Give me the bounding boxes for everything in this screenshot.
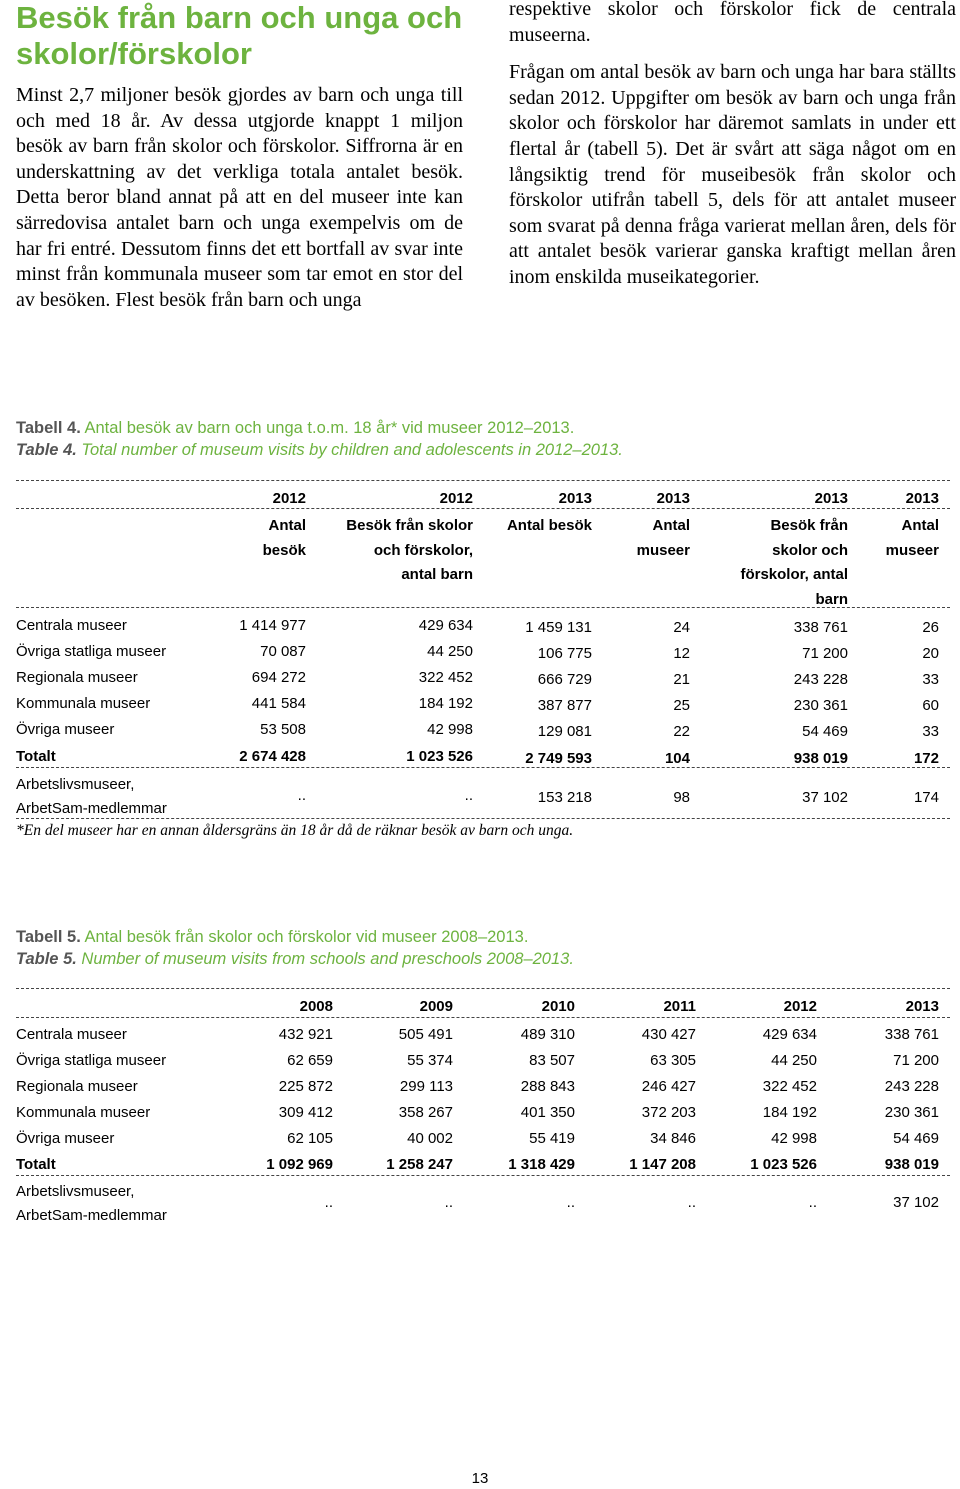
table4-cell: 26 xyxy=(922,619,939,636)
table5-row-label: Kommunala museer xyxy=(16,1104,151,1121)
table4-year-rule xyxy=(16,508,950,509)
page-number: 13 xyxy=(471,1470,489,1487)
table4-bottom-rule xyxy=(16,818,950,819)
table4-header-rule xyxy=(16,607,950,608)
table5-cell: 184 192 xyxy=(762,1104,817,1121)
table4-cell: 44 250 xyxy=(427,643,473,660)
table4-cell: 54 469 xyxy=(802,723,848,740)
table5-cell: 243 228 xyxy=(884,1078,939,1095)
table5-row-label: Regionala museer xyxy=(16,1078,138,1095)
table4-header-year: 2012 xyxy=(439,490,473,507)
table5-cell: 401 350 xyxy=(520,1104,575,1121)
table5-cell: 288 843 xyxy=(520,1078,575,1095)
table5-cell: 62 659 xyxy=(287,1052,333,1069)
table4-row-label: Regionala museer xyxy=(16,669,138,686)
table5-cell: 40 002 xyxy=(407,1130,453,1147)
table5-cell: 938 019 xyxy=(884,1156,939,1173)
table5-cell: 489 310 xyxy=(520,1026,575,1043)
table4-cell: 2 749 593 xyxy=(525,750,592,767)
table5-row-label: Centrala museer xyxy=(16,1026,127,1043)
table4-cell: 71 200 xyxy=(802,645,848,662)
table4-cell: 106 775 xyxy=(537,645,592,662)
table4-row-label: Arbetslivsmuseer, xyxy=(16,776,135,793)
table4-cell: 230 361 xyxy=(793,697,848,714)
table4-cell: 53 508 xyxy=(260,721,306,738)
table5-title-en: Number of museum visits from schools and preschools 2008–2013. xyxy=(81,950,574,968)
table4-cell: 12 xyxy=(673,645,690,662)
table4-cell: 104 xyxy=(664,750,690,767)
table4-cell: 21 xyxy=(673,671,690,688)
right-paragraph-1: respektive skolor och förskolor fick de centrala museerna. xyxy=(509,0,956,46)
table4-cell: 938 019 xyxy=(793,750,848,767)
table5-label-sv: Tabell 5. xyxy=(16,928,81,946)
table4-header-label: besök xyxy=(262,541,306,559)
table5-cell: 54 469 xyxy=(893,1130,939,1147)
table4-cell: 441 584 xyxy=(251,695,306,712)
table5-header-year: 2010 xyxy=(541,998,575,1015)
table5-cell: 83 507 xyxy=(529,1052,575,1069)
table5-total-rule xyxy=(16,1175,950,1176)
table5-cell: 55 419 xyxy=(529,1130,575,1147)
table4-cell: 24 xyxy=(673,619,690,636)
table4-label-en: Table 4. xyxy=(16,441,77,459)
table4-cell: 1 023 526 xyxy=(406,748,473,765)
table4-header-label: Besök från skolor xyxy=(346,517,473,534)
table5-header-year: 2011 xyxy=(663,998,696,1015)
table5-title-sv: Antal besök från skolor och förskolor vid museer 2008–2013. xyxy=(84,928,529,946)
table5-cell: .. xyxy=(566,1194,575,1211)
table4-cell: 387 877 xyxy=(537,697,592,714)
table4-footnote: *En del museer har en annan åldersgräns än 18 år då de räknar besök av barn och unga. xyxy=(16,822,574,839)
table4-header-label: skolor och xyxy=(772,541,848,559)
table4-header-label: antal barn xyxy=(401,566,473,583)
table4-total-rule xyxy=(16,767,950,768)
table5-cell: 430 427 xyxy=(641,1026,696,1043)
table4-label-sv: Tabell 4. xyxy=(16,419,81,437)
table4-row-label: Kommunala museer xyxy=(16,695,151,712)
table5-cell: 432 921 xyxy=(278,1026,333,1043)
table5-cell: 309 412 xyxy=(278,1104,333,1121)
table5-cell: 55 374 xyxy=(407,1052,453,1069)
table4-header-year: 2012 xyxy=(272,490,306,507)
table5-header-year: 2008 xyxy=(299,998,333,1015)
table5-row-label: Totalt xyxy=(16,1156,56,1173)
table5-top-rule xyxy=(16,988,950,989)
table4-header-label: Antal xyxy=(268,517,306,534)
table4-cell: 429 634 xyxy=(418,617,473,634)
table5-cell: 299 113 xyxy=(399,1078,453,1095)
table4-cell: 184 192 xyxy=(418,695,473,712)
table5-cell: 1 258 247 xyxy=(386,1156,453,1173)
table4-row-label: Centrala museer xyxy=(16,617,127,634)
table4-cell: 694 272 xyxy=(251,669,306,686)
table5-cell: 1 023 526 xyxy=(750,1156,817,1173)
table4-caption xyxy=(16,417,623,461)
table4-title-en: Total number of museum visits by children and adolescents in 2012–2013. xyxy=(81,441,623,459)
table4-cell: 174 xyxy=(913,789,939,806)
table4-caption-sv xyxy=(16,417,623,439)
table4-cell: 153 218 xyxy=(537,789,592,806)
table5-row-label: Övriga statliga museer xyxy=(16,1052,167,1069)
table5-header-rule xyxy=(16,1017,950,1018)
table4-cell: 1 459 131 xyxy=(525,619,592,636)
table4-cell: 322 452 xyxy=(418,669,473,686)
left-column xyxy=(16,0,463,313)
table5 xyxy=(16,988,950,1228)
table5-cell: .. xyxy=(687,1194,696,1211)
table4-cell: 37 102 xyxy=(802,789,848,806)
table4-cell: .. xyxy=(297,787,306,804)
table4-header-label: Besök från xyxy=(770,517,848,534)
table4-header-label: förskolor, antal xyxy=(740,566,848,583)
table5-cell: 246 427 xyxy=(641,1078,696,1095)
table5-cell: 63 305 xyxy=(650,1052,696,1069)
table5-cell: 44 250 xyxy=(771,1052,817,1069)
table5-cell: 42 998 xyxy=(771,1130,817,1147)
table4-header-label: museer xyxy=(885,541,939,559)
table4-header-year: 2013 xyxy=(814,490,848,507)
table4-cell: 20 xyxy=(922,645,939,662)
table4-cell: 243 228 xyxy=(793,671,848,688)
table4-cell: 172 xyxy=(913,750,939,767)
table4-header-label: barn xyxy=(815,590,848,608)
table5-cell: 37 102 xyxy=(893,1194,939,1211)
table5-cell: 505 491 xyxy=(398,1026,453,1043)
table4-cell: 1 414 977 xyxy=(239,617,306,634)
table5-row-label: Arbetslivsmuseer, xyxy=(16,1183,135,1200)
table4-row-label: Övriga museer xyxy=(16,721,115,738)
table4-top-rule xyxy=(16,480,950,481)
table5-cell: 225 872 xyxy=(278,1078,333,1095)
table5-header-year: 2012 xyxy=(783,998,817,1015)
table5-row-label: ArbetSam-medlemmar xyxy=(16,1207,167,1224)
table5-caption-sv xyxy=(16,926,574,948)
table4-cell: 60 xyxy=(922,697,939,714)
table4-cell: 42 998 xyxy=(427,721,473,738)
table5-cell: 71 200 xyxy=(893,1052,939,1069)
table5-label-en: Table 5. xyxy=(16,950,77,968)
table5-cell: .. xyxy=(808,1194,817,1211)
table4-cell: 70 087 xyxy=(260,643,306,660)
table4 xyxy=(16,480,950,820)
table4-header-label: Antal xyxy=(901,517,939,534)
left-paragraph-text: Minst 2,7 miljoner besök gjordes av barn och unga till och med 18 år. Av dessa utgjorde knappt 1 miljon besök av barn från skolor och förskolor. Siffrorna är en underskattning av det verkliga totala antalet besök. Detta beror bland annat på att en del museer inte kan särredovisa antalet barn och unga exempelvis om de har fri entré. Dessutom finns det ett bortfall av svar inte minst från kommunala museer som tar emot en stor del av besöken. Flest besök från barn och unga xyxy=(16,84,463,311)
table4-header-label: Antal besök xyxy=(506,517,592,534)
table4-cell: 338 761 xyxy=(793,619,848,636)
table4-header-label: och förskolor, xyxy=(373,541,473,559)
left-paragraph xyxy=(16,83,463,313)
table4-header-year: 2013 xyxy=(558,490,592,507)
table4-cell: 2 674 428 xyxy=(239,748,306,765)
table5-cell: 1 147 208 xyxy=(629,1156,696,1173)
table4-cell: 33 xyxy=(922,723,939,740)
table4-row-label: ArbetSam-medlemmar xyxy=(16,800,167,817)
table4-header-label: museer xyxy=(636,541,690,559)
table4-row-label: Totalt xyxy=(16,748,56,765)
table4-cell: 98 xyxy=(673,789,690,806)
table4-row-label: Övriga statliga museer xyxy=(16,643,167,660)
table4-cell: 129 081 xyxy=(537,723,592,740)
table5-cell: 372 203 xyxy=(641,1104,696,1121)
table5-caption xyxy=(16,926,574,970)
table5-cell: 1 092 969 xyxy=(266,1156,333,1173)
table5-cell: 429 634 xyxy=(762,1026,817,1043)
table5-cell: 338 761 xyxy=(884,1026,939,1043)
table5-cell: 62 105 xyxy=(287,1130,333,1147)
table4-title-sv: Antal besök av barn och unga t.o.m. 18 år* vid museer 2012–2013. xyxy=(84,419,575,437)
table5-header-year: 2013 xyxy=(905,998,939,1015)
table5-caption-en xyxy=(16,948,574,970)
table4-cell: 33 xyxy=(922,671,939,688)
table5-cell: .. xyxy=(324,1194,333,1211)
table5-cell: .. xyxy=(444,1194,453,1211)
right-column xyxy=(509,0,956,291)
table5-cell: 358 267 xyxy=(398,1104,453,1121)
table4-caption-en xyxy=(16,439,623,461)
table5-cell: 1 318 429 xyxy=(508,1156,575,1173)
table4-cell: 25 xyxy=(673,697,690,714)
table5-cell: 322 452 xyxy=(762,1078,817,1095)
table4-header-label: Antal xyxy=(652,517,690,534)
table5-cell: 34 846 xyxy=(650,1130,696,1147)
table5-cell: 230 361 xyxy=(884,1104,939,1121)
table5-header-year: 2009 xyxy=(419,998,453,1015)
table4-cell: 22 xyxy=(673,723,690,740)
table4-cell: 666 729 xyxy=(537,671,592,688)
table4-header-year: 2013 xyxy=(905,490,939,507)
table5-row-label: Övriga museer xyxy=(16,1130,115,1147)
table4-header-year: 2013 xyxy=(656,490,690,507)
table4-cell: .. xyxy=(464,787,473,804)
section-heading: Besök från barn och unga och skolor/förskolor xyxy=(16,0,463,71)
right-paragraph-2: Frågan om antal besök av barn och unga har bara ställts sedan 2012. Uppgifter om besök av barn och unga från skolor och förskolor har däremot samlats in under ett flertal år (tabell 5). Det är svårt att säga något om en långsiktig trend för museibesök från skolor och förskolor utifrån tabell 5, dels för att antalet museer som svarat på denna fråga varierat mellan åren, dels för att antalet besök varierar ganska kraftigt mellan åren inom enskilda museikategorier. xyxy=(509,61,956,288)
